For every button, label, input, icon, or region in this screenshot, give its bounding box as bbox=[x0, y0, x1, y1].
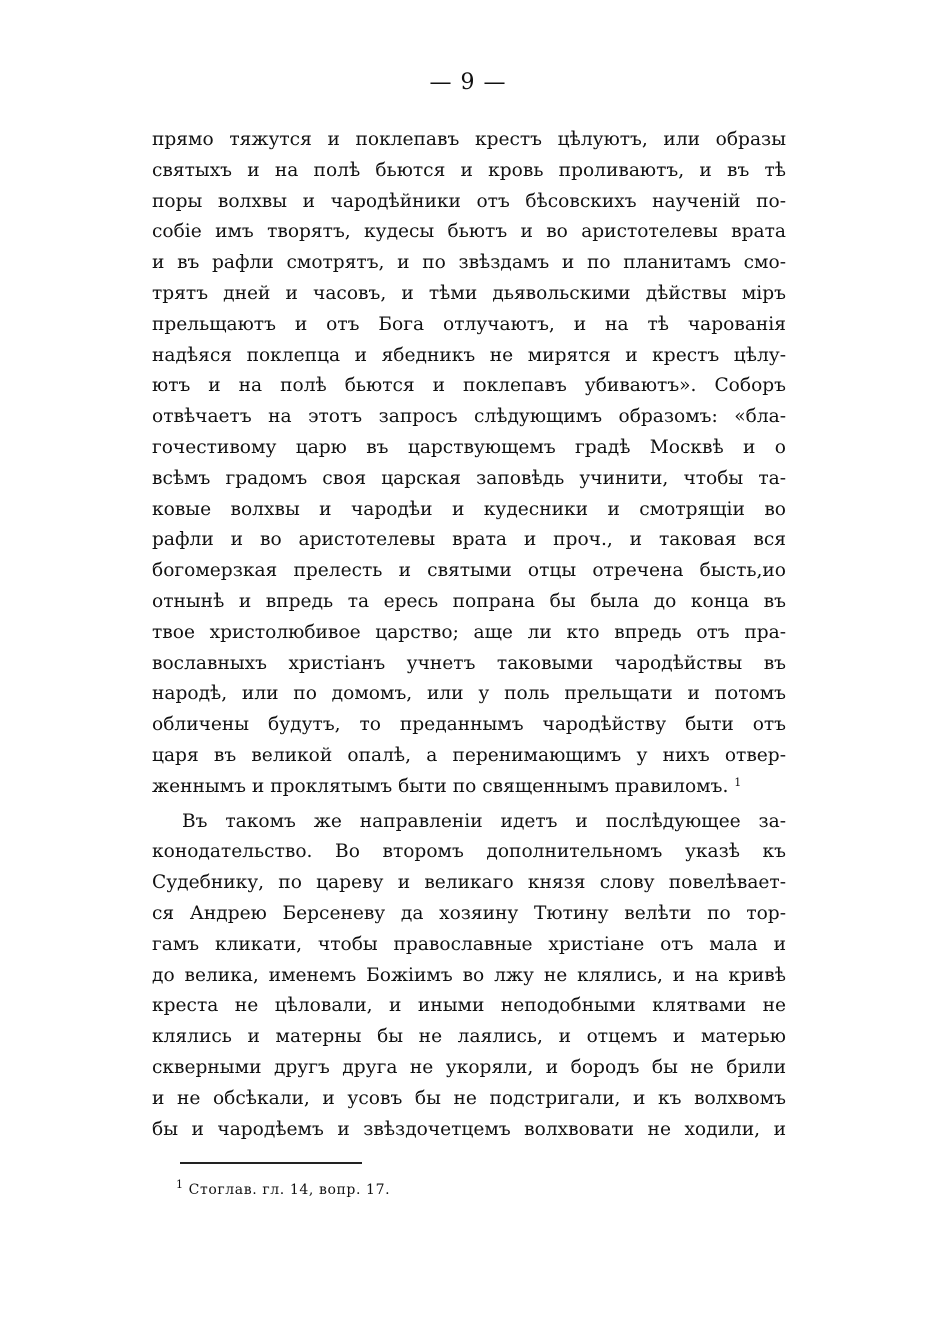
text-line: и въ рафли смотрятъ, и по звѣздамъ и по планитамъ смо- bbox=[152, 252, 786, 274]
text-line: отвѣчаетъ на этотъ запросъ слѣдующимъ образомъ: «бла- bbox=[152, 406, 786, 428]
text-line: обличены будутъ, то преданнымъ чародѣйству быти отъ bbox=[152, 714, 786, 736]
text-line: конодательство. Во второмъ дополнительномъ указѣ къ bbox=[152, 841, 786, 863]
text-line: царя въ великой опалѣ, а перенимающимъ у нихъ отвер- bbox=[152, 744, 786, 766]
text-line: вославныхъ христіанъ учнетъ таковыми чародѣйствы въ bbox=[152, 652, 786, 674]
text-line: скверными другъ друга не укоряли, и бородъ бы не брили bbox=[152, 1056, 786, 1078]
text-line: креста не цѣловали, и иными неподобными клятвами не bbox=[152, 995, 786, 1017]
text-line: гамъ кликати, чтобы православные христіане отъ мала и bbox=[152, 933, 786, 955]
text-line: Судебнику, по цареву и великаго князя слову повелѣвает- bbox=[152, 872, 786, 894]
text-line: твое христолюбивое царство; аще ли кто впредь отъ пра- bbox=[152, 621, 786, 643]
text-line: Въ такомъ же направленіи идетъ и послѣдующее за- bbox=[182, 810, 786, 832]
text-line: рафли и во аристотелевы врата и проч., и таковая вся bbox=[152, 529, 786, 551]
text-line: святыхъ и на полѣ бьются и кровь проливаютъ, и въ тѣ bbox=[152, 159, 786, 181]
text-line: богомерзкая прелесть и святыми отцы отречена бысть,ио bbox=[152, 560, 786, 582]
footnote-text: Стоглав. гл. 14, вопр. 17. bbox=[188, 1182, 391, 1198]
text-line: до велика, именемъ Божіимъ во лжу не клялись, и на кривѣ bbox=[152, 964, 786, 986]
page-number: — 9 — bbox=[429, 70, 507, 95]
text-line: женнымъ и проклятымъ быти по священнымъ правиломъ. bbox=[152, 775, 729, 797]
footnote bbox=[176, 1178, 391, 1198]
text-line: надѣяся поклепца и ябедникъ не мирятся и крестъ цѣлу- bbox=[152, 344, 786, 366]
text-line-with-footnote bbox=[152, 772, 786, 803]
footnote-mark: 1 bbox=[176, 1178, 184, 1191]
text-line: отнынѣ и впредь та ересь попрана бы была до конца въ bbox=[152, 590, 786, 612]
main-text bbox=[152, 125, 786, 1145]
footnote-reference: 1 bbox=[734, 775, 742, 789]
text-line: собіе имъ творятъ, кудесы бьютъ и во аристотелевы врата bbox=[152, 221, 786, 243]
text-line: бы и чародѣемъ и звѣздочетцемъ волхвовати не ходили, и bbox=[152, 1118, 786, 1140]
text-line: и не обсѣкали, и усовъ бы не подстригали, и къ волхвомъ bbox=[152, 1087, 786, 1109]
text-line: прельщаютъ и отъ Бога отлучаютъ, и на тѣ чарованія bbox=[152, 313, 786, 335]
text-line: поры волхвы и чародѣйники отъ бѣсовскихъ наученій по- bbox=[152, 190, 786, 212]
text-line: трятъ дней и часовъ, и тѣми дьявольскими дѣйствы міръ bbox=[152, 282, 786, 304]
text-line: ютъ и на полѣ бьются и поклепавъ убиваютъ». Соборъ bbox=[152, 375, 786, 397]
text-line: гочестивому царю въ царствующемъ градѣ Москвѣ и о bbox=[152, 436, 786, 458]
text-line: клялись и матерны бы не лаялись, и отцемъ и матерью bbox=[152, 1026, 786, 1048]
text-line: всѣмъ градомъ своя царская заповѣдь учинити, чтобы та- bbox=[152, 467, 786, 489]
footnote-divider bbox=[180, 1162, 362, 1164]
text-line: ся Андрею Берсеневу да хозяину Тютину велѣти по тор- bbox=[152, 902, 786, 924]
text-line: народѣ, или по домомъ, или у поль прельщати и потомъ bbox=[152, 683, 786, 705]
text-line: прямо тяжутся и поклепавъ крестъ цѣлуютъ, или образы bbox=[152, 129, 786, 150]
text-line: ковые волхвы и чародѣи и кудесники и смотрящіи во bbox=[152, 498, 786, 520]
